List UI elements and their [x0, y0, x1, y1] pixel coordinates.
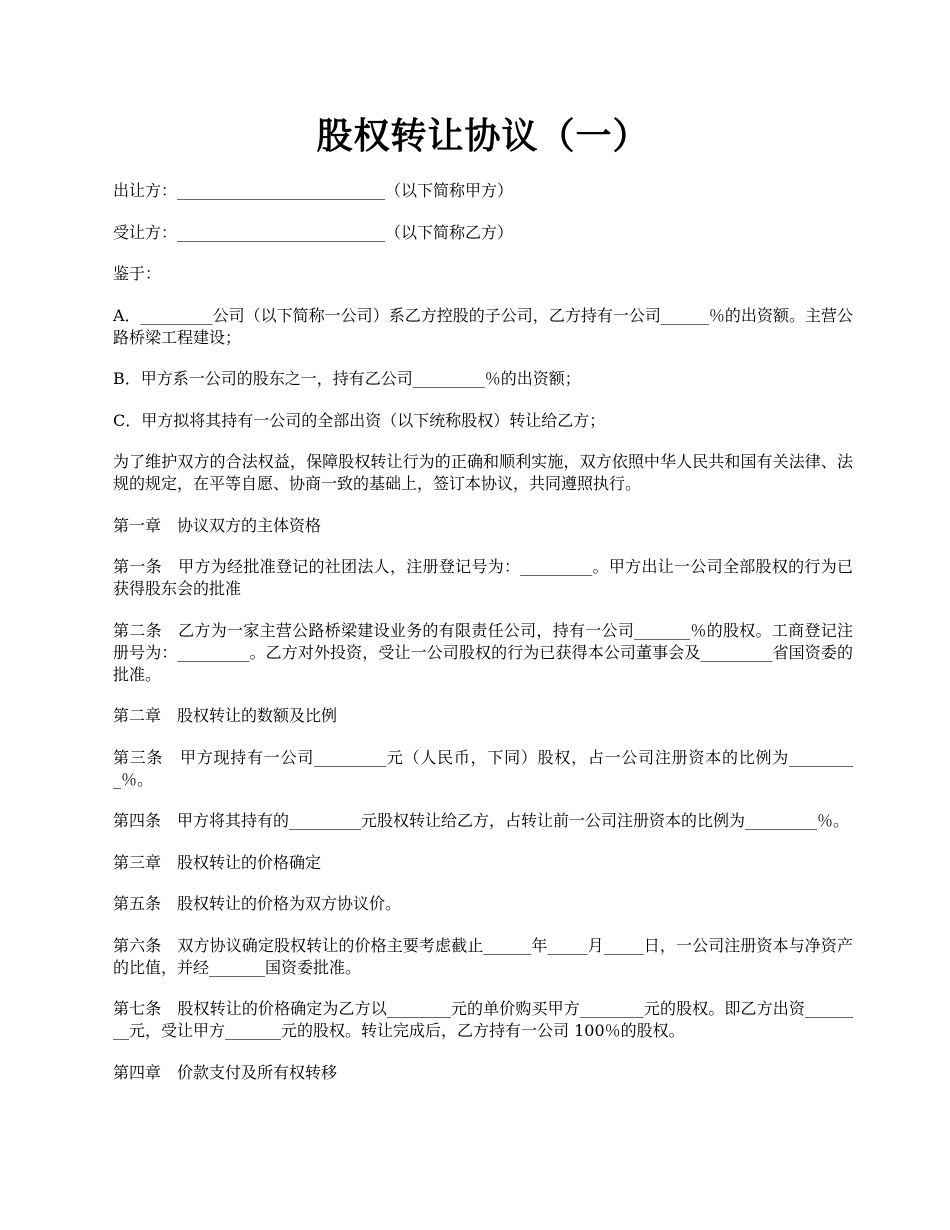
chapter-heading: 第一章 协议双方的主体资格	[113, 515, 322, 535]
article-paragraph: 第七条 股权转让的价格确定为乙方以________元的单价购买甲方________元的股权。即乙方出资________元，受让甲方_______元的股权。转让完成后，乙方持有一公司 100％的股权。	[113, 999, 853, 1040]
article-paragraph: 第三条 甲方现持有一公司_________元（人民币，下同）股权，占一公司注册资本的比例为_________％。	[113, 747, 853, 789]
article-paragraph: 第四条 甲方将其持有的_________元股权转让给乙方，占转让前一公司注册资本的比例为_________％。	[113, 811, 850, 830]
document-body	[113, 180, 853, 1103]
recital-c: C．甲方拟将其持有一公司的全部出资（以下统称股权）转让给乙方；	[113, 410, 606, 430]
article-paragraph: 第二条 乙方为一家主营公路桥梁建设业务的有限责任公司，持有一公司_______％的股权。工商登记注册号为：_________。乙方对外投资，受让一公司股权的行为已获得本公司董事会及_________省国资委的批准。	[113, 620, 853, 684]
preamble-paragraph: 为了维护双方的合法权益，保障股权转让行为的正确和顺利实施，双方依照中华人民共和国有关法律、法规的规定，在平等自愿、协商一致的基础上，签订本协议，共同遵照执行。	[113, 452, 853, 493]
recital-a: A．_________公司（以下简称一公司）系乙方控股的子公司，乙方持有一公司______％的出资额。主营公路桥梁工程建设；	[113, 305, 853, 347]
article-paragraph: 第五条 股权转让的价格为双方协议价。	[113, 894, 402, 913]
transferee-line: 受让方：__________________________（以下简称乙方）	[113, 222, 514, 242]
recital-b: B．甲方系一公司的股东之一，持有乙公司_________％的出资额；	[113, 369, 581, 388]
whereas-heading: 鉴于：	[113, 264, 162, 283]
chapter-heading: 第三章 股权转让的价格确定	[113, 852, 322, 872]
document-title: 股权转让协议（一）	[316, 115, 650, 157]
article-paragraph: 第一条 甲方为经批准登记的社团法人，注册登记号为：_________。甲方出让一公司全部股权的行为已获得股东会的批准	[113, 557, 853, 598]
chapter-heading: 第二章 股权转让的数额及比例	[113, 706, 338, 725]
chapter-heading: 第四章 价款支付及所有权转移	[113, 1062, 338, 1082]
article-paragraph: 第六条 双方协议确定股权转让的价格主要考虑截止______年_____月_____日，一公司注册资本与净资产的比值，并经_______国资委批准。	[113, 935, 853, 977]
transferor-line: 出让方：__________________________（以下简称甲方）	[113, 181, 514, 200]
